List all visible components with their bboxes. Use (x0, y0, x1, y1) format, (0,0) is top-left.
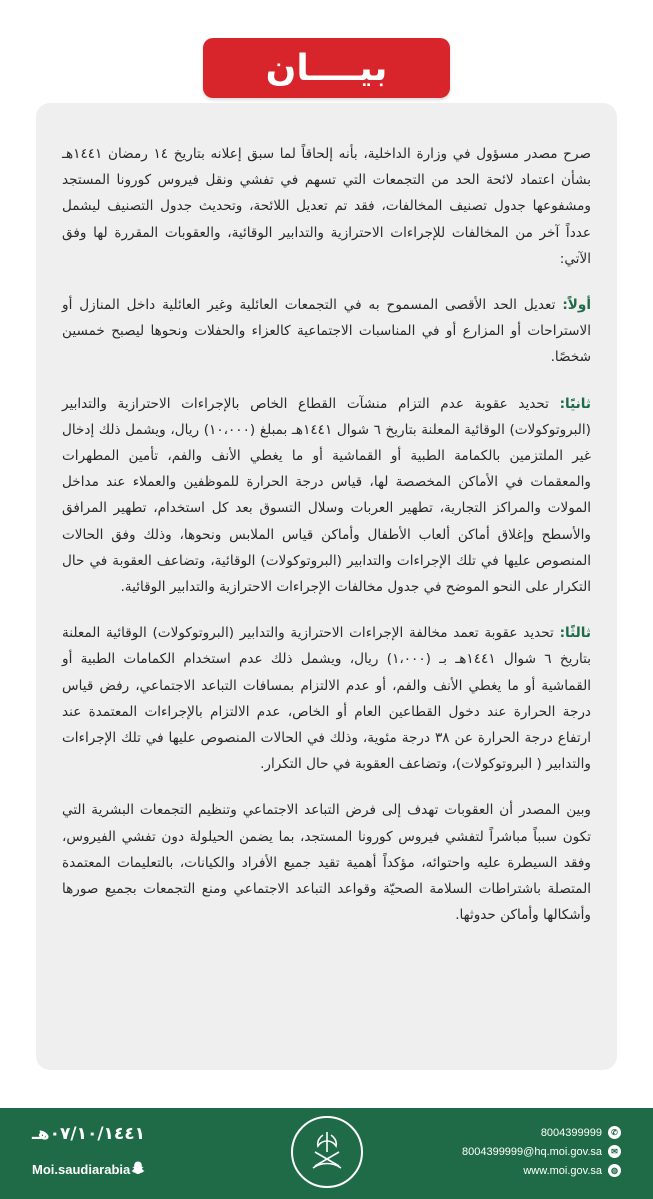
item-third-text: تحديد عقوبة تعمد مخالفة الإجراءات الاحترازية والتدابير (البروتوكولات) الوقائية المعلنة بتاريخ ٦ شوال ١٤٤١هـ بـ (١،٠٠٠) ريال، ويشمل ذلك عدم استخدام الكمامات الطبية أو القماشية أو ما يغطي الأنف والفم، أو عدم الالتزام بمسافات التباعد الاجتماعي، رفض قياس درجة الحرارة عند دخول القطاعين العام أو الخاص، عدم الالتزام بالإجراءات المعتمدة عند ارتفاع درجة الحرارة عن ٣٨ درجة مئوية، وذلك في الحالات المنصوص عليها في تلك الإجراءات والتدابير ( البروتوكولات)، وتضاعف العقوبة في حال التكرار. (62, 625, 592, 773)
intro-text: صرح مصدر مسؤول في وزارة الداخلية، بأنه إلحاقاً لما سبق إعلانه بتاريخ ١٤ رمضان ١٤٤١هـ بشأن اعتماد لائحة الحد من التجمعات التي تسهم في تفشي ونقل فيروس كورونا المستجد ومشفوعها جدول تصنيف المخالفات، فقد تم تعديل اللائحة، وتحديث جدول التصنيف ليشمل عدداً آخر من المخالفات للإجراءات الاحترازية والتدابير الوقائية، والعقوبات المقررة لها وفق الآتي: (62, 146, 591, 267)
item-second-lead: ثانيًا: (559, 395, 591, 412)
item-second-paragraph (62, 391, 591, 601)
statement-title-badge (203, 38, 450, 98)
phone-number: 8004399999 (540, 1126, 602, 1139)
website-url: www.moi.gov.sa (523, 1164, 602, 1177)
snapchat-icon (130, 1160, 146, 1179)
item-first-lead: أولاً: (562, 297, 591, 314)
contact-email[interactable] (462, 1145, 621, 1158)
intro-paragraph (62, 141, 591, 272)
snapchat-handle[interactable] (32, 1160, 152, 1179)
phone-icon: ✆ (608, 1126, 621, 1139)
contact-website[interactable] (523, 1164, 621, 1177)
item-third-paragraph (62, 620, 591, 777)
globe-icon: ◍ (608, 1164, 621, 1177)
item-first-text: تعديل الحد الأقصى المسموح به في التجمعات العائلية وغير العائلية داخل المنازل أو الاستراحات أو المزارع أو في المناسبات الاجتماعية كالعزاء والحفلات ونحوها ليصبح خمسين شخصًا. (62, 297, 591, 366)
item-third-lead: ثالثًا: (559, 625, 591, 642)
email-icon: ✉ (608, 1145, 621, 1158)
statement-card (36, 103, 617, 1070)
item-first-paragraph (62, 292, 591, 371)
snapchat-label: Moi.saudiarabia (32, 1162, 131, 1177)
email-address: 8004399999@hq.moi.gov.sa (461, 1145, 602, 1158)
saudi-emblem-icon (291, 1116, 363, 1188)
statement-date: ٠٧/١٠/١٤٤١هـ (32, 1124, 146, 1144)
item-second-text: تحديد عقوبة عدم التزام منشآت القطاع الخاص بالإجراءات الاحترازية والتدابير (البروتوكولات) الوقائية المعلنة بتاريخ ٦ شوال ١٤٤١هـ بمبلغ (١٠،٠٠٠) ريال، ويشمل ذلك إدخال غير الملتزمين بالكمامة الطبية أو القماشية أو ما يغطي الأنف والفم، تأمين المطهرات والمعقمات في الأماكن المخصصة لها، قياس درجة الحرارة للموظفين والعملاء عند مداخل المولات والمراكز التجارية، تطهير العربات وسلال التسوق بعد كل استخدام، تطهير المرافق والأسطح وإغلاق أماكن ألعاب الأطفال وأماكن قياس الملابس ونحوها، وذلك وفق الحالات المنصوص عليها في تلك الإجراءات والتدابير (البروتوكولات) الوقائية، وتضاعف العقوبة في حال التكرار على النحو الموضح في جدول مخالفات الإجراءات الاحترازية والتدابير الوقائية. (62, 395, 591, 596)
closing-text: وبين المصدر أن العقوبات تهدف إلى فرض التباعد الاجتماعي وتنظيم التجمعات البشرية التي تكون سبباً مباشراً لتفشي فيروس كورونا المستجد، بما يضمن الحيلولة دون تفشي الفيروس، وفقد السيطرة عليه واحتوائه، مؤكداً أهمية تقيد جميع الأفراد والكيانات، بالتعليمات المعتمدة المتصلة باشتراطات السلامة الصحيّة وقواعد التباعد الاجتماعي ومنع التجمعات بجميع صورها وأشكالها وأماكن حدوثها. (62, 802, 591, 924)
footer-bar (0, 1108, 653, 1199)
closing-paragraph (62, 797, 591, 928)
statement-title: بيــــان (265, 47, 388, 89)
contact-phone[interactable] (541, 1126, 621, 1139)
